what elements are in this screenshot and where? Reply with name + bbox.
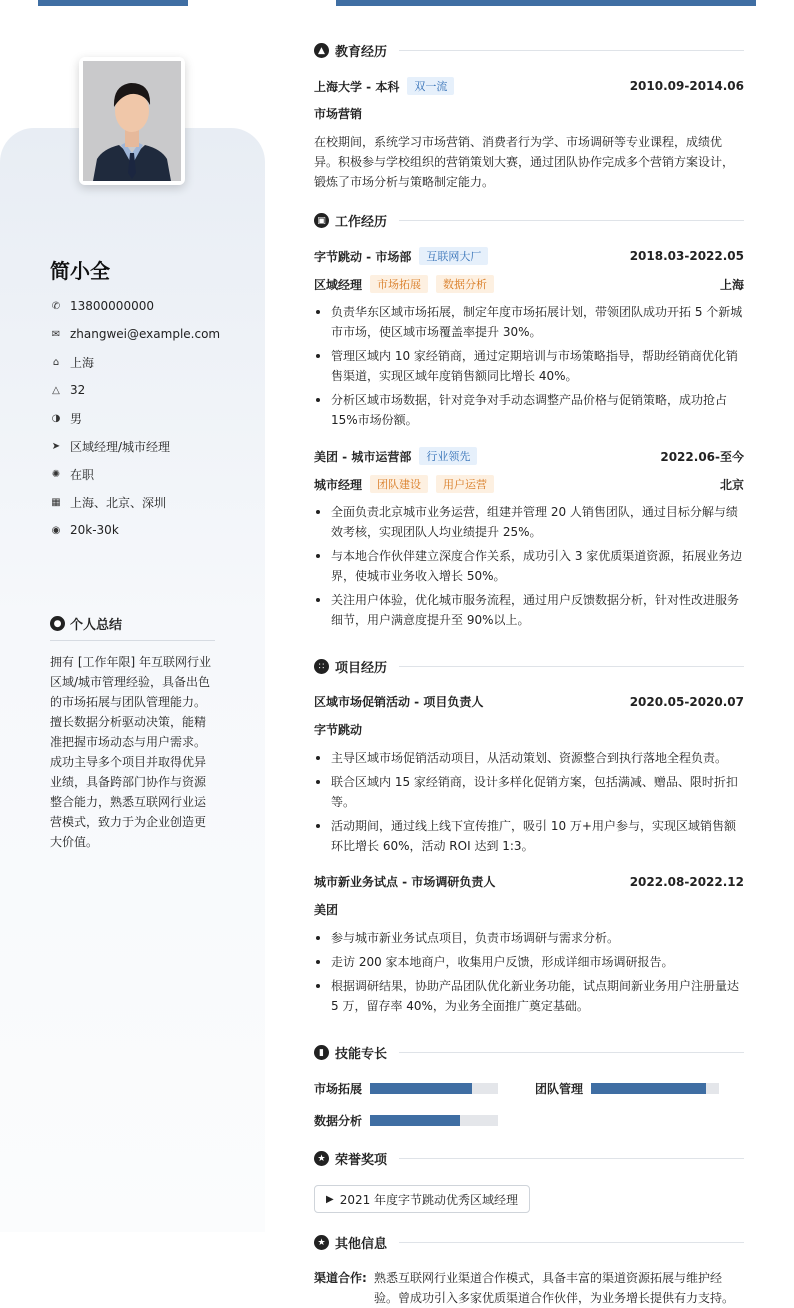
target-icon: ◉ bbox=[51, 524, 61, 536]
job-role-row bbox=[314, 275, 744, 293]
job-role: 城市经理 bbox=[314, 477, 363, 492]
skill-name: 数据分析 bbox=[314, 1114, 363, 1128]
section-divider bbox=[399, 666, 744, 667]
projects-heading bbox=[314, 657, 744, 676]
age-row bbox=[50, 376, 220, 404]
skill-bar-fill bbox=[370, 1115, 460, 1126]
other-value: 熟悉互联网行业渠道合作模式，具备丰富的渠道资源拓展与维护经验。曾成功引入多家优质渠道合作伙伴，为业务增长提供有力支持。 bbox=[374, 1271, 735, 1305]
section-divider bbox=[399, 50, 744, 51]
job-period: 2018.03-2022.05 bbox=[629, 249, 744, 263]
major-row bbox=[314, 105, 744, 122]
skill-item bbox=[314, 1112, 498, 1129]
skill-name: 市场拓展 bbox=[314, 1082, 363, 1096]
user-icon: ● bbox=[50, 616, 65, 631]
other-heading bbox=[314, 1233, 744, 1252]
job-company-tag: 行业领先 bbox=[419, 447, 477, 465]
city-text: 上海 bbox=[70, 355, 95, 370]
project-header bbox=[314, 873, 744, 890]
project-org: 字节跳动 bbox=[314, 723, 363, 737]
skill-item bbox=[535, 1080, 719, 1097]
target-cities-row bbox=[50, 488, 220, 516]
phone-text: 13800000000 bbox=[70, 299, 154, 313]
job-role-row bbox=[314, 475, 744, 493]
send-icon: ➤ bbox=[51, 440, 61, 452]
list-item: 根据调研结果，协助产品团队优化新业务功能，试点期间新业务用户注册量达 5 万，留存率 40%，为业务全面推广奠定基础。 bbox=[314, 976, 744, 1016]
top-accent-bar-left bbox=[38, 0, 188, 6]
phone-row bbox=[50, 292, 220, 320]
job-bullets bbox=[314, 502, 744, 634]
skill-name: 团队管理 bbox=[535, 1082, 584, 1096]
education-description: 在校期间，系统学习市场营销、消费者行为学、市场调研等专业课程，成绩优异。积极参与学校组织的营销策划大赛，通过团队协作完成多个营销方案设计，锻炼了市场分析与策略制定能力。 bbox=[314, 135, 735, 189]
awards-heading bbox=[314, 1149, 744, 1168]
project-period: 2020.05-2020.07 bbox=[629, 694, 744, 709]
school-tag: 双一流 bbox=[407, 77, 454, 95]
list-item: 参与城市新业务试点项目，负责市场调研与需求分析。 bbox=[314, 928, 744, 948]
education-heading bbox=[314, 41, 744, 60]
avatar bbox=[79, 57, 185, 185]
target-position-text: 区域经理/城市经理 bbox=[70, 439, 171, 454]
age-text: 32 bbox=[70, 383, 86, 397]
profile-name: 简小全 bbox=[50, 259, 110, 283]
bar-chart-icon: ▮ bbox=[314, 1045, 329, 1060]
other-key: 渠道合作: bbox=[314, 1271, 367, 1285]
status-icon: ✺ bbox=[51, 468, 61, 480]
other-title: 其他信息 bbox=[335, 1237, 388, 1252]
major-name: 市场营销 bbox=[314, 107, 363, 121]
section-divider bbox=[399, 220, 744, 221]
job-location: 北京 bbox=[719, 477, 744, 492]
award-text: 2021 年度字节跳动优秀区域经理 bbox=[339, 1192, 519, 1207]
salary-row bbox=[50, 516, 220, 544]
salary-text: 20k-30k bbox=[70, 523, 119, 537]
play-icon: ▶ bbox=[326, 1193, 334, 1205]
email-icon: ✉ bbox=[51, 328, 61, 340]
list-item: 关注用户体验，优化城市服务流程，通过用户反馈数据分析，针对性改进服务细节，用户满意度提升至 90%以上。 bbox=[314, 590, 744, 630]
phone-icon: ✆ bbox=[51, 300, 61, 312]
job-header bbox=[314, 247, 744, 265]
section-divider bbox=[399, 1242, 744, 1243]
target-cities-text: 上海、北京、深圳 bbox=[70, 495, 167, 510]
job-period: 2022.06-至今 bbox=[660, 449, 744, 464]
email-row bbox=[50, 320, 220, 348]
project-org-row bbox=[314, 901, 744, 918]
list-item: 与本地合作伙伴建立深度合作关系，成功引入 3 家优质渠道资源，拓展业务边界，使城市业务收入增长 50%。 bbox=[314, 546, 744, 586]
email-text: zhangwei@example.com bbox=[70, 327, 221, 341]
info-icon: ★ bbox=[314, 1235, 329, 1250]
top-accent-bar-right bbox=[336, 0, 756, 6]
education-title: 教育经历 bbox=[335, 45, 388, 60]
briefcase-icon: ▣ bbox=[314, 213, 329, 228]
list-item: 活动期间，通过线上线下宣传推广，吸引 10 万+用户参与，实现区域销售额环比增长 60%，活动 ROI 达到 1:3。 bbox=[314, 816, 744, 856]
project-org: 美团 bbox=[314, 903, 339, 917]
skill-item bbox=[314, 1080, 498, 1097]
graduation-cap-icon: ▲ bbox=[314, 43, 329, 58]
list-item: 主导区域市场促销活动项目，从活动策划、资源整合到执行落地全程负责。 bbox=[314, 748, 744, 768]
school-name: 上海大学 - 本科 bbox=[314, 79, 400, 94]
list-item: 全面负责北京城市业务运营，组建并管理 20 人销售团队，通过目标分解与绩效考核，实现团队人均业绩提升 25%。 bbox=[314, 502, 744, 542]
city-row bbox=[50, 348, 220, 376]
gender-icon: ◑ bbox=[51, 412, 61, 424]
list-item: 走访 200 家本地商户，收集用户反馈，形成详细市场调研报告。 bbox=[314, 952, 744, 972]
skill-bar-fill bbox=[370, 1083, 472, 1094]
job-company-tag: 互联网大厂 bbox=[419, 247, 488, 265]
project-name: 城市新业务试点 - 市场调研负责人 bbox=[314, 875, 496, 889]
skill-bar bbox=[370, 1083, 498, 1094]
education-period: 2010.09-2014.06 bbox=[629, 79, 744, 93]
job-company: 美团 - 城市运营部 bbox=[314, 449, 412, 464]
job-role: 区域经理 bbox=[314, 277, 363, 292]
status-row bbox=[50, 460, 220, 488]
summary-title: 个人总结 bbox=[70, 618, 123, 633]
skill-bar bbox=[370, 1115, 498, 1126]
section-divider bbox=[399, 1158, 744, 1159]
skill-bar-fill bbox=[591, 1083, 706, 1094]
list-item: 管理区域内 10 家经销商，通过定期培训与市场策略指导，帮助经销商优化销售渠道，实现区域年度销售额同比增长 40%。 bbox=[314, 346, 744, 386]
section-divider bbox=[399, 1052, 744, 1053]
skill-bar bbox=[591, 1083, 719, 1094]
project-header bbox=[314, 693, 744, 710]
cake-icon: △ bbox=[52, 384, 60, 396]
award-item[interactable] bbox=[314, 1185, 530, 1213]
project-period: 2022.08-2022.12 bbox=[629, 874, 744, 889]
skills-heading bbox=[314, 1043, 744, 1062]
work-heading bbox=[314, 211, 744, 230]
home-icon: ⌂ bbox=[52, 356, 60, 368]
awards-title: 荣誉奖项 bbox=[335, 1153, 388, 1168]
job-role-tag: 数据分析 bbox=[436, 275, 494, 293]
award-icon: ★ bbox=[314, 1151, 329, 1166]
job-role-tag: 市场拓展 bbox=[370, 275, 428, 293]
work-title: 工作经历 bbox=[335, 215, 388, 230]
portrait-image bbox=[83, 61, 181, 181]
job-role-tag: 团队建设 bbox=[370, 475, 428, 493]
projects-title: 项目经历 bbox=[335, 661, 388, 676]
project-bullets bbox=[314, 928, 744, 1020]
summary-text: 拥有 [工作年限] 年互联网行业区域/城市管理经验，具备出色的市场拓展与团队管理能力。擅长数据分析驱动决策，能精准把握市场动态与用户需求。成功主导多个项目并取得优异业绩，具备跨部门协作与资源整合能力，熟悉互联网行业运营模式，致力于为企业创造更大价值。 bbox=[50, 655, 211, 849]
list-item: 负责华东区域市场拓展，制定年度市场拓展计划，带领团队成功开拓 5 个新城市市场，使区域市场覆盖率提升 30%。 bbox=[314, 302, 744, 342]
summary-heading bbox=[50, 614, 215, 641]
job-role-tag: 用户运营 bbox=[436, 475, 494, 493]
gender-text: 男 bbox=[70, 411, 83, 426]
education-row bbox=[314, 77, 744, 95]
job-location: 上海 bbox=[719, 277, 744, 292]
grid-icon: ∷ bbox=[314, 659, 329, 674]
project-org-row bbox=[314, 721, 744, 738]
list-item: 联合区域内 15 家经销商，设计多样化促销方案，包括满减、赠品、限时折扣等。 bbox=[314, 772, 744, 812]
project-name: 区域市场促销活动 - 项目负责人 bbox=[314, 695, 484, 709]
target-position-row bbox=[50, 432, 220, 460]
building-icon: ▦ bbox=[51, 496, 61, 508]
job-bullets bbox=[314, 302, 744, 434]
list-item: 分析区域市场数据，针对竞争对手动态调整产品价格与促销策略，成功抢占 15%市场份额。 bbox=[314, 390, 744, 430]
project-bullets bbox=[314, 748, 744, 860]
job-company: 字节跳动 - 市场部 bbox=[314, 249, 412, 264]
other-info-row bbox=[314, 1268, 744, 1308]
job-header bbox=[314, 447, 744, 465]
status-text: 在职 bbox=[70, 467, 95, 482]
gender-row bbox=[50, 404, 220, 432]
contact-info bbox=[50, 292, 220, 544]
skills-title: 技能专长 bbox=[335, 1047, 388, 1062]
